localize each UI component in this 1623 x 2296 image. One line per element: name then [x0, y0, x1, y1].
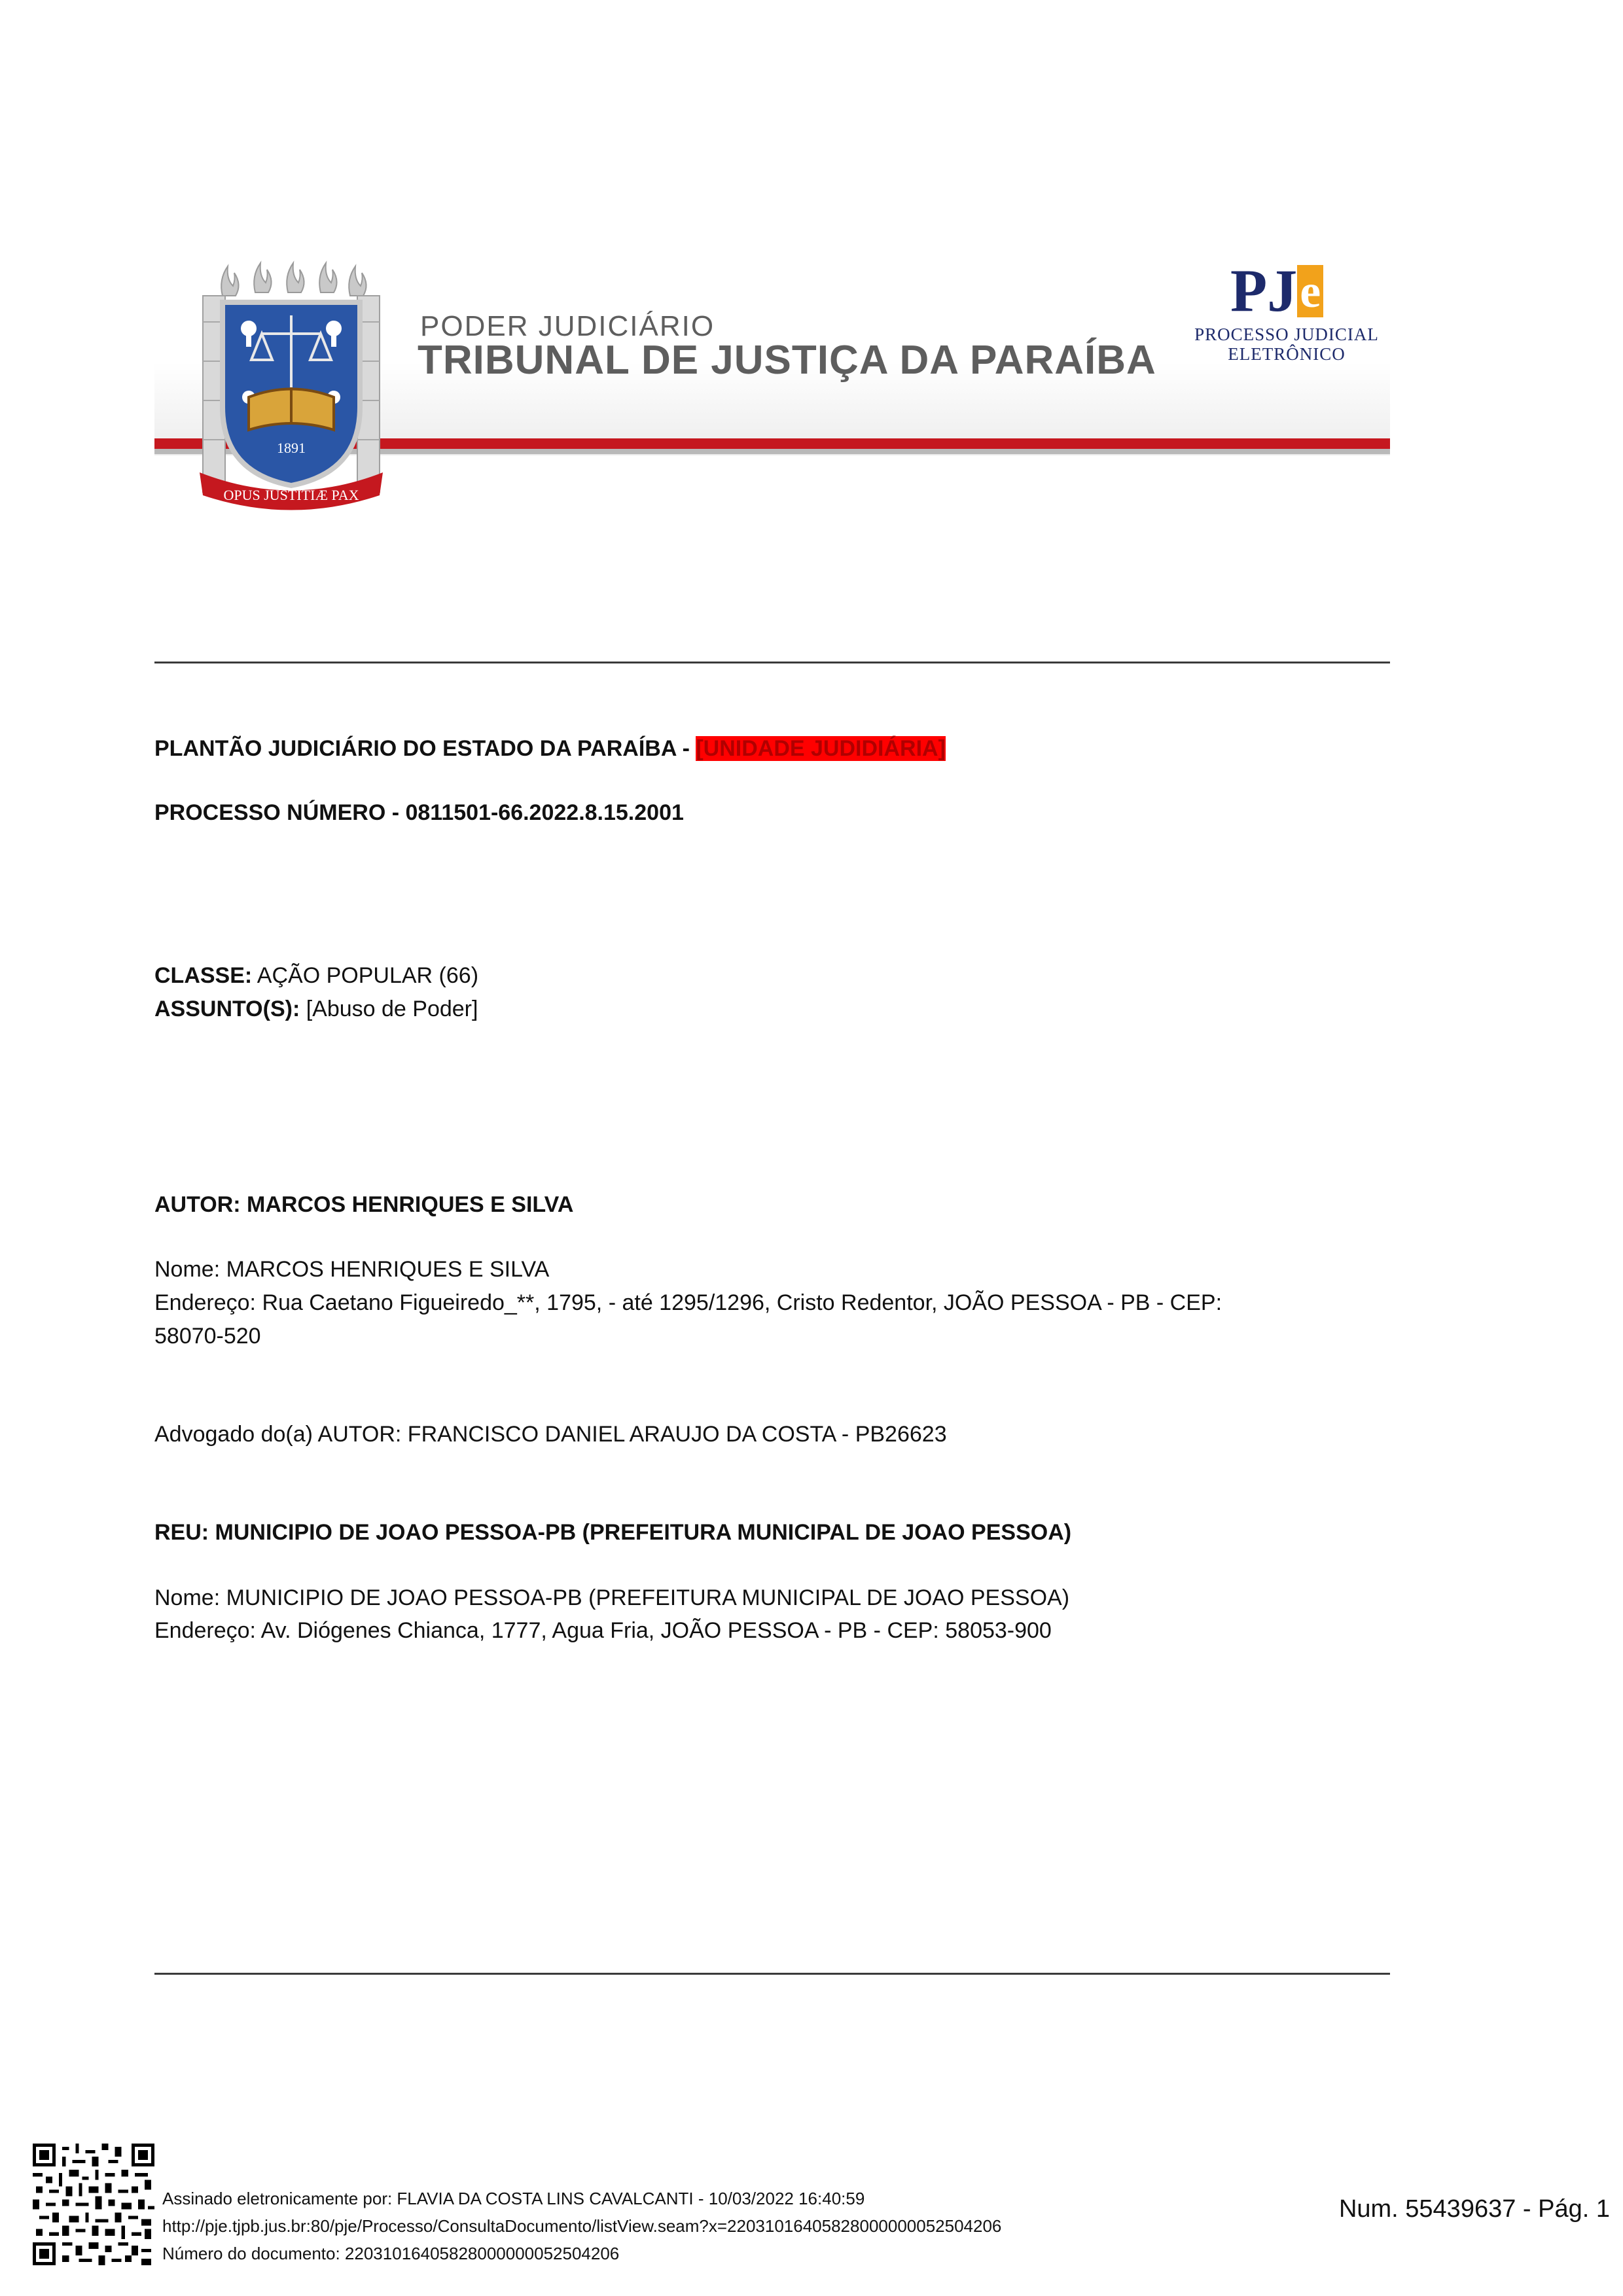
autor-heading: AUTOR: MARCOS HENRIQUES E SILVA	[154, 1192, 574, 1217]
signature-line: Assinado eletronicamente por: FLAVIA DA COSTA LINS CAVALCANTI - 10/03/2022 16:40:59	[162, 2189, 865, 2208]
classe-line	[154, 963, 478, 989]
plantao-heading	[154, 735, 946, 762]
pje-logo-pj: PJ	[1230, 257, 1298, 324]
autor-endereco-line-1: Endereço: Rua Caetano Figueiredo_**, 1795, - até 1295/1296, Cristo Redentor, JOÃO PESSOA - PB - CEP:	[154, 1290, 1222, 1315]
autor-nome: Nome: MARCOS HENRIQUES E SILVA	[154, 1257, 550, 1282]
pje-subtitle-2: ELETRÔNICO	[1228, 344, 1346, 364]
crest-motto: OPUS JUSTITIÆ PAX	[223, 487, 359, 503]
autor-endereco-line-2: 58070-520	[154, 1324, 261, 1349]
unidade-highlight: [UNIDADE JUDIDIÁRIA]	[696, 736, 946, 761]
qr-code-icon	[33, 2144, 154, 2265]
assunto-label: ASSUNTO(S):	[154, 997, 300, 1021]
reu-endereco: Endereço: Av. Diógenes Chianca, 1777, Agua Fria, JOÃO PESSOA - PB - CEP: 58053-900	[154, 1618, 1052, 1643]
document-number: Número do documento: 22031016405828000000052504206	[162, 2244, 620, 2263]
classe-value: AÇÃO POPULAR (66)	[252, 963, 479, 988]
reu-nome: Nome: MUNICIPIO DE JOAO PESSOA-PB (PREFEITURA MUNICIPAL DE JOAO PESSOA)	[154, 1585, 1070, 1610]
processo-number: PROCESSO NÚMERO - 0811501-66.2022.8.15.2001	[154, 800, 684, 825]
advogado-line: Advogado do(a) AUTOR: FRANCISCO DANIEL ARAUJO DA COSTA - PB26623	[154, 1422, 947, 1447]
crest-year: 1891	[277, 440, 306, 456]
plantao-label: PLANTÃO JUDICIÁRIO DO ESTADO DA PARAÍBA -	[154, 736, 696, 761]
bottom-divider	[154, 1973, 1390, 1975]
court-line-1: PODER JUDICIÁRIO	[420, 310, 715, 342]
assunto-line	[154, 996, 478, 1023]
document-url[interactable]: http://pje.tjpb.jus.br:80/pje/Processo/ConsultaDocumento/listView.seam?x=22031016405828000000052504206	[162, 2216, 1002, 2236]
court-line-2: TRIBUNAL DE JUSTIÇA DA PARAÍBA	[418, 338, 1156, 383]
pje-logo-e: e	[1297, 265, 1323, 317]
classe-label: CLASSE:	[154, 963, 253, 988]
pje-subtitle-1: PROCESSO JUDICIAL	[1194, 325, 1379, 344]
reu-heading: REU: MUNICIPIO DE JOAO PESSOA-PB (PREFEITURA MUNICIPAL DE JOAO PESSOA)	[154, 1520, 1072, 1545]
pje-logo	[1230, 257, 1323, 324]
assunto-value: [Abuso de Poder]	[300, 997, 478, 1021]
top-divider	[154, 662, 1390, 663]
court-crest-logo	[196, 256, 386, 518]
page-number: Num. 55439637 - Pág. 1	[1338, 2195, 1610, 2223]
